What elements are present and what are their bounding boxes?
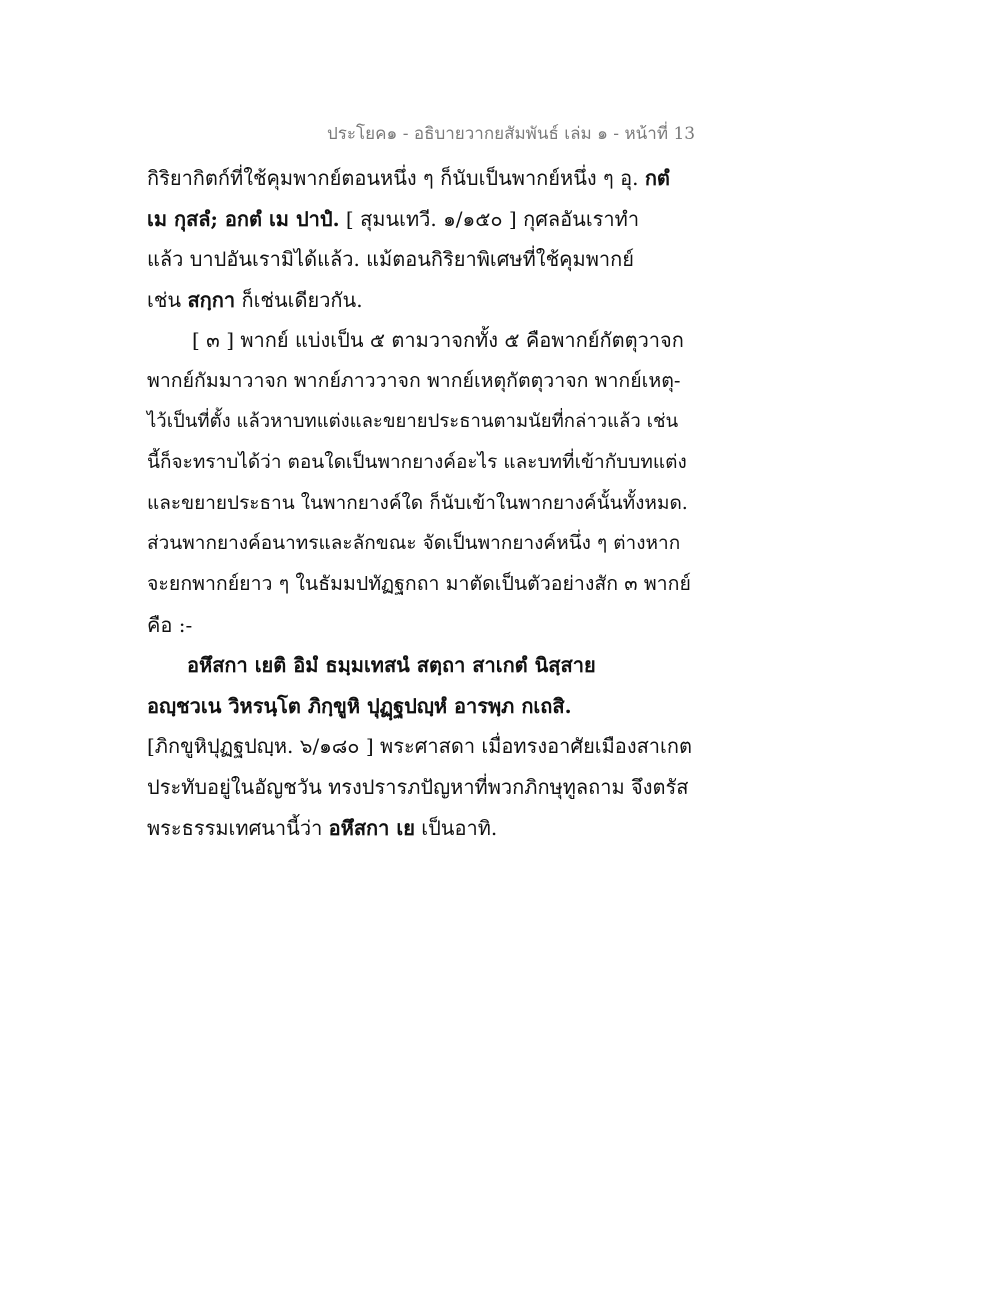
text-line-11 xyxy=(147,564,692,605)
text-span: [ สุมนเทวี. ๑/๑๕๐ ] กุศลอันเราทำ xyxy=(339,206,640,231)
text-line-17 xyxy=(147,808,692,849)
text-span: ประทับอยู่ในอัญชวัน ทรงปรารภปัญหาที่พวกภิกษุทูลถาม จึงตรัส xyxy=(147,774,689,799)
text-line-2 xyxy=(147,199,692,240)
text-line-15 xyxy=(147,726,692,767)
text-line-14 xyxy=(147,686,692,727)
text-span: แล้ว บาปอันเรามิได้แล้ว. แม้ตอนกิริยาพิเศษที่ใช้คุมพากย์ xyxy=(147,247,634,272)
pali-term: กตํ xyxy=(644,166,670,190)
pali-quote: เม กุสลํ; อกตํ เม ปาปํ. xyxy=(147,206,340,231)
pali-term: สกฺกา xyxy=(187,287,236,312)
text-span: และขยายประธาน ในพากยางค์ใด ก็นับเข้าในพากยางค์นั้นทั้งหมด. xyxy=(147,491,688,514)
text-line-3 xyxy=(147,239,692,280)
text-span: คือ :- xyxy=(147,612,193,637)
text-line-12 xyxy=(147,605,692,646)
text-line-16 xyxy=(147,767,692,808)
text-span: ส่วนพากยางค์อนาทรและลักขณะ จัดเป็นพากยางค์หนึ่ง ๆ ต่างหาก xyxy=(147,532,681,555)
pali-passage: อญฺชวเน วิหรนฺโต ภิกฺขูหิ ปุฏฺฐปญฺหํ อารพฺภ กเถสิ. xyxy=(147,693,572,718)
text-span: เช่น xyxy=(147,287,188,312)
text-span: ก็เช่นเดียวกัน. xyxy=(235,287,363,312)
text-line-7 xyxy=(147,402,692,443)
text-span: กิริยากิตก์ที่ใช้คุมพากย์ตอนหนึ่ง ๆ ก็นับเป็นพากย์หนึ่ง ๆ อุ. xyxy=(147,166,645,190)
text-line-9 xyxy=(147,483,692,524)
pali-passage: อหึสกา เยติ อิมํ ธมฺมเทสนํ สตฺถา สาเกตํ นิสฺสาย xyxy=(187,653,596,678)
text-line-6 xyxy=(147,361,692,402)
text-span: จะยกพากย์ยาว ๆ ในธัมมปทัฏฐกถา มาตัดเป็นตัวอย่างสัก ๓ พากย์ xyxy=(147,571,691,595)
text-span: [ภิกขูหิปุฏฐปญฺห. ๖/๑๘๐ ] พระศาสดา เมื่อทรงอาศัยเมืองสาเกต xyxy=(147,734,692,759)
text-span: นี้ก็จะทราบได้ว่า ตอนใดเป็นพากยางค์อะไร และบทที่เข้ากับบทแต่ง xyxy=(147,451,687,474)
body-text xyxy=(147,158,692,848)
text-span: ไว้เป็นที่ตั้ง แล้วหาบทแต่งและขยายประธานตามนัยที่กล่าวแล้ว เช่น xyxy=(147,410,679,432)
text-line-1 xyxy=(147,158,692,199)
text-line-10 xyxy=(147,523,692,564)
text-span: [ ๓ ] พากย์ แบ่งเป็น ๕ ตามวาจกทั้ง ๕ คือพากย์กัตตุวาจก xyxy=(192,328,684,353)
text-span: เป็นอาทิ. xyxy=(414,815,498,840)
text-line-4 xyxy=(147,280,692,321)
text-line-5 xyxy=(147,320,692,361)
text-span: พากย์กัมมาวาจก พากย์ภาววาจก พากย์เหตุกัตตุวาจก พากย์เหตุ- xyxy=(147,368,681,392)
text-line-13 xyxy=(147,645,692,686)
text-line-8 xyxy=(147,442,692,483)
running-header: ประโยค๑ - อธิบายวากยสัมพันธ์ เล่ม ๑ - หน้าที่ 13 xyxy=(327,124,696,144)
text-span: พระธรรมเทศนานี้ว่า xyxy=(147,815,329,840)
pali-term: อหึสกา เย xyxy=(328,815,415,840)
